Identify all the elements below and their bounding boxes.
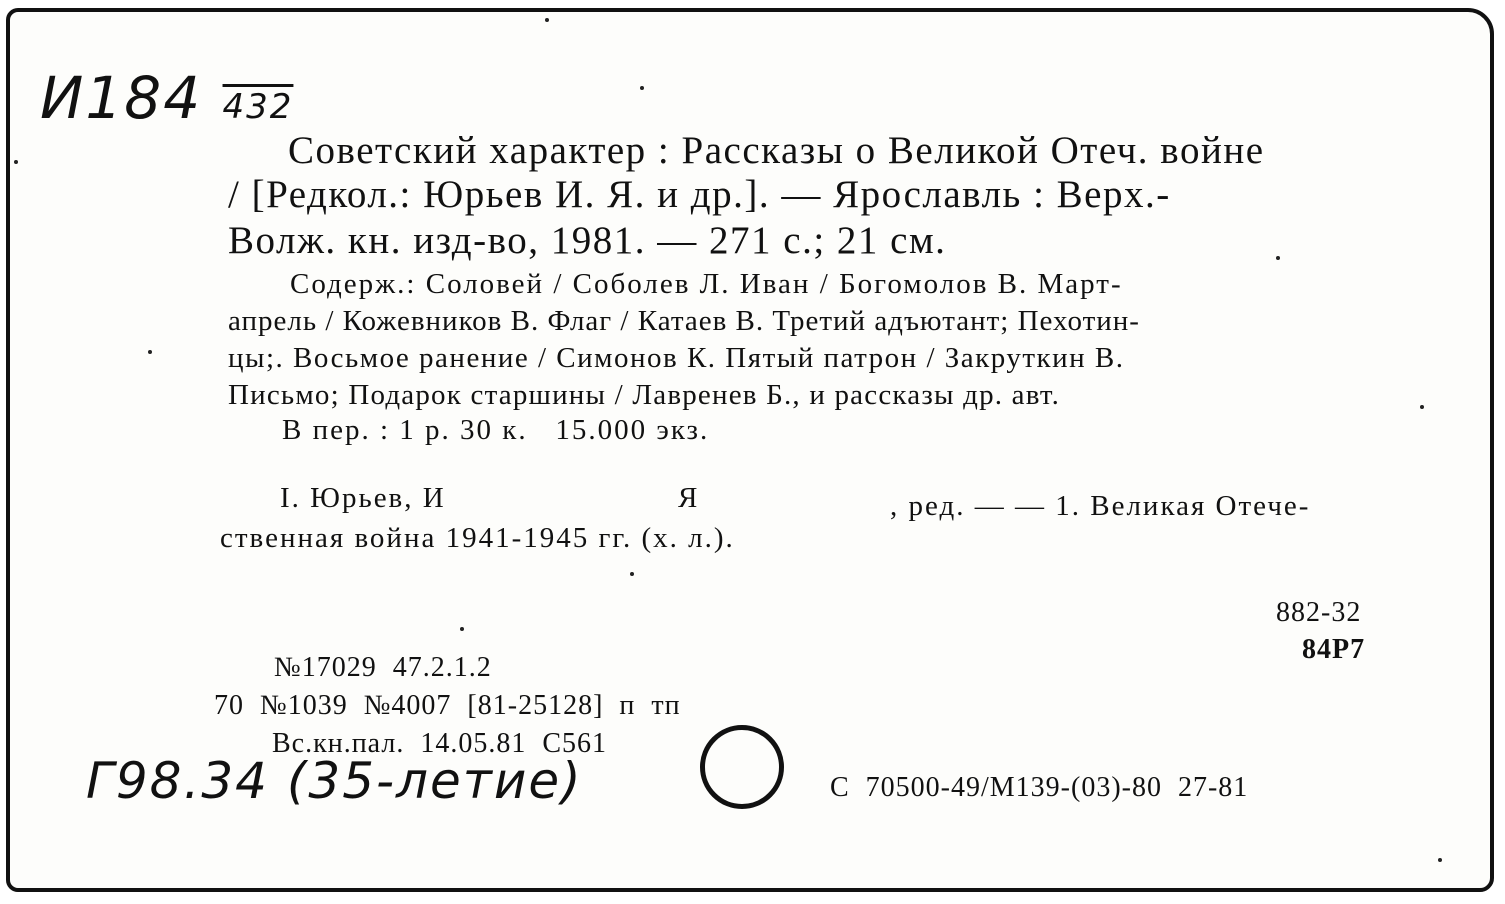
scan-speck <box>148 350 152 354</box>
title-line-2: / [Редкол.: Юрьев И. Я. и др.]. — Ярославль : Верх.- <box>228 173 1171 216</box>
tracing-part-1: I. Юрьев, И <box>280 482 446 514</box>
call-number-main: И184 <box>40 64 223 132</box>
scan-speck <box>1276 256 1280 260</box>
contents-line-3: цы;. Восьмое ранение / Симонов К. Пятый патрон / Закруткин В. <box>228 342 1125 374</box>
scan-speck <box>14 160 18 164</box>
tracing-part-3: , ред. — — 1. Великая Отече- <box>890 490 1311 522</box>
contents-line-1: Содерж.: Соловей / Соболев Л. Иван / Богомолов В. Март- <box>290 268 1123 300</box>
price-line: В пер. : 1 р. 30 к. 15.000 экз. <box>282 414 710 446</box>
scan-speck <box>460 627 464 631</box>
handwritten-note: Г98.34 (35-летие) <box>86 752 583 810</box>
contents-line-2: апрель / Кожевников В. Флаг / Катаев В. Третий адъютант; Пехотин- <box>228 305 1140 337</box>
class-number-2: 84Р7 <box>1302 634 1366 665</box>
call-number-sub: 432 <box>222 87 294 127</box>
punch-hole-circle <box>700 725 784 809</box>
handwritten-call-number <box>40 64 293 132</box>
record-line-1: №17029 47.2.1.2 <box>274 652 492 683</box>
scan-speck <box>545 18 549 22</box>
title-line-1: Советский характер : Рассказы о Великой Отеч. войне <box>288 129 1265 172</box>
scan-speck <box>1438 858 1442 862</box>
scan-speck <box>640 86 644 90</box>
contents-line-4: Письмо; Подарок старшины / Лавренев Б., и рассказы др. авт. <box>228 379 1061 411</box>
title-line-3: Волж. кн. изд-во, 1981. — 271 с.; 21 см. <box>228 219 947 262</box>
bottom-code: С 70500-49/М139-(03)-80 27-81 <box>830 772 1249 803</box>
scan-speck <box>1420 405 1424 409</box>
class-number-1: 882-32 <box>1276 597 1362 628</box>
tracing-part-2: Я <box>678 482 700 514</box>
tracing-line-2: ственная война 1941-1945 гг. (х. л.). <box>220 522 735 554</box>
record-line-3: Вс.кн.пал. 14.05.81 С561 <box>272 728 607 759</box>
record-line-2: 70 №1039 №4007 [81-25128] п тп <box>214 690 681 721</box>
scan-speck <box>630 572 634 576</box>
